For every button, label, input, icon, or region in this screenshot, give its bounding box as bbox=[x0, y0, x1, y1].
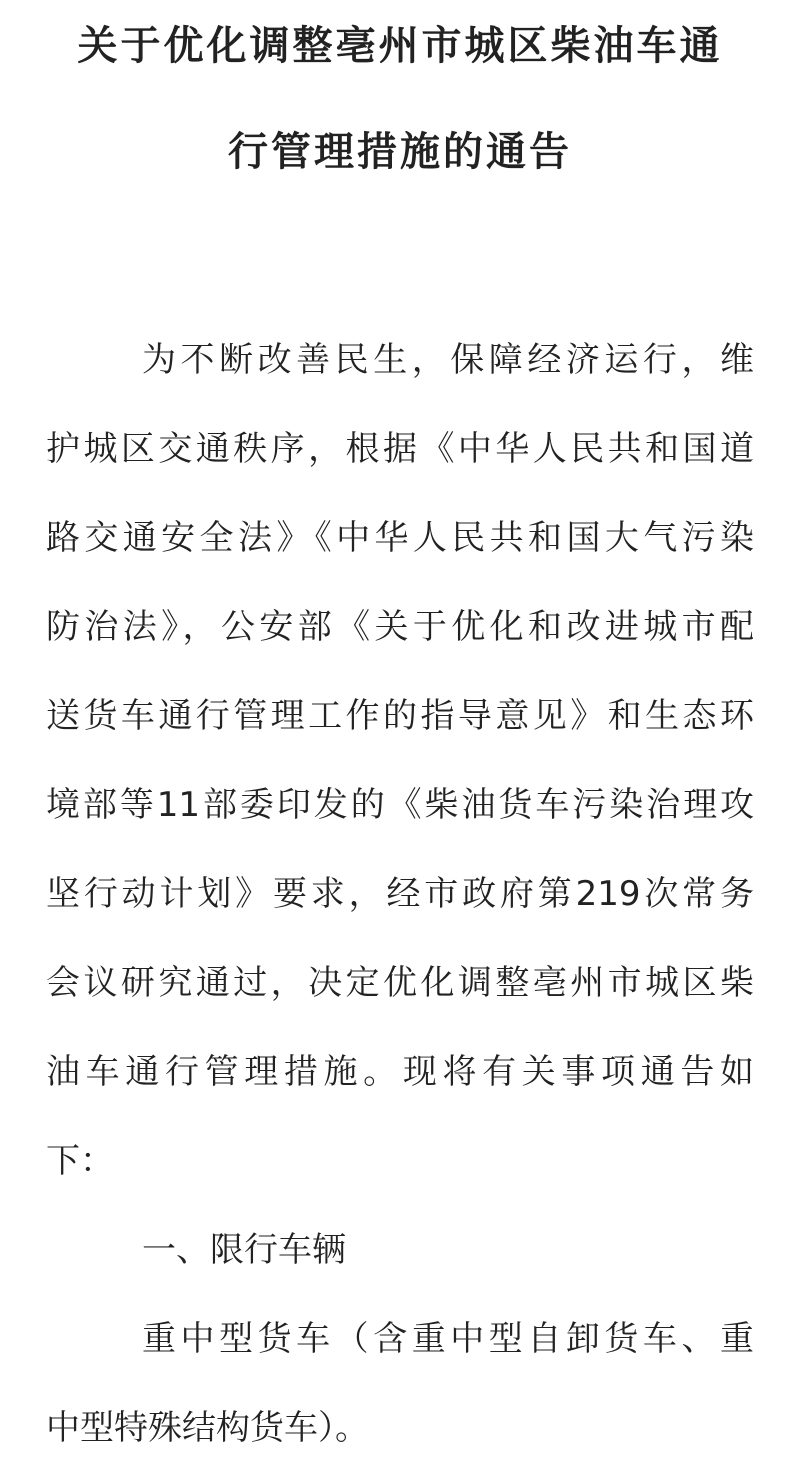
body-line-1: 为不断改善民生，保障经济运行，维 bbox=[142, 340, 754, 380]
body-line-7: 坚行动计划》要求，经市政府第219次常务 bbox=[46, 874, 754, 914]
document-title-line-1: 关于优化调整亳州市城区柴油车通 bbox=[77, 23, 723, 69]
section-line-1: 重中型货车（含重中型自卸货车、重 bbox=[142, 1319, 754, 1359]
body-line-8: 会议研究通过，决定优化调整亳州市城区柴 bbox=[46, 963, 754, 1003]
body-line-2: 护城区交通秩序，根据《中华人民共和国道 bbox=[46, 429, 754, 469]
body-line-9: 油车通行管理措施。现将有关事项通告如 bbox=[46, 1052, 754, 1092]
section-heading: 一、限行车辆 bbox=[142, 1230, 346, 1270]
body-line-5: 送货车通行管理工作的指导意见》和生态环 bbox=[46, 696, 754, 736]
body-line-4: 防治法》，公安部《关于优化和改进城市配 bbox=[46, 607, 754, 647]
body-line-10: 下： bbox=[46, 1141, 114, 1181]
document-title-line-2: 行管理措施的通告 bbox=[228, 129, 572, 175]
section-line-2: 中型特殊结构货车）。 bbox=[46, 1408, 369, 1448]
body-line-6: 境部等11部委印发的《柴油货车污染治理攻 bbox=[46, 785, 754, 825]
body-line-3: 路交通安全法》《中华人民共和国大气污染 bbox=[46, 518, 754, 558]
